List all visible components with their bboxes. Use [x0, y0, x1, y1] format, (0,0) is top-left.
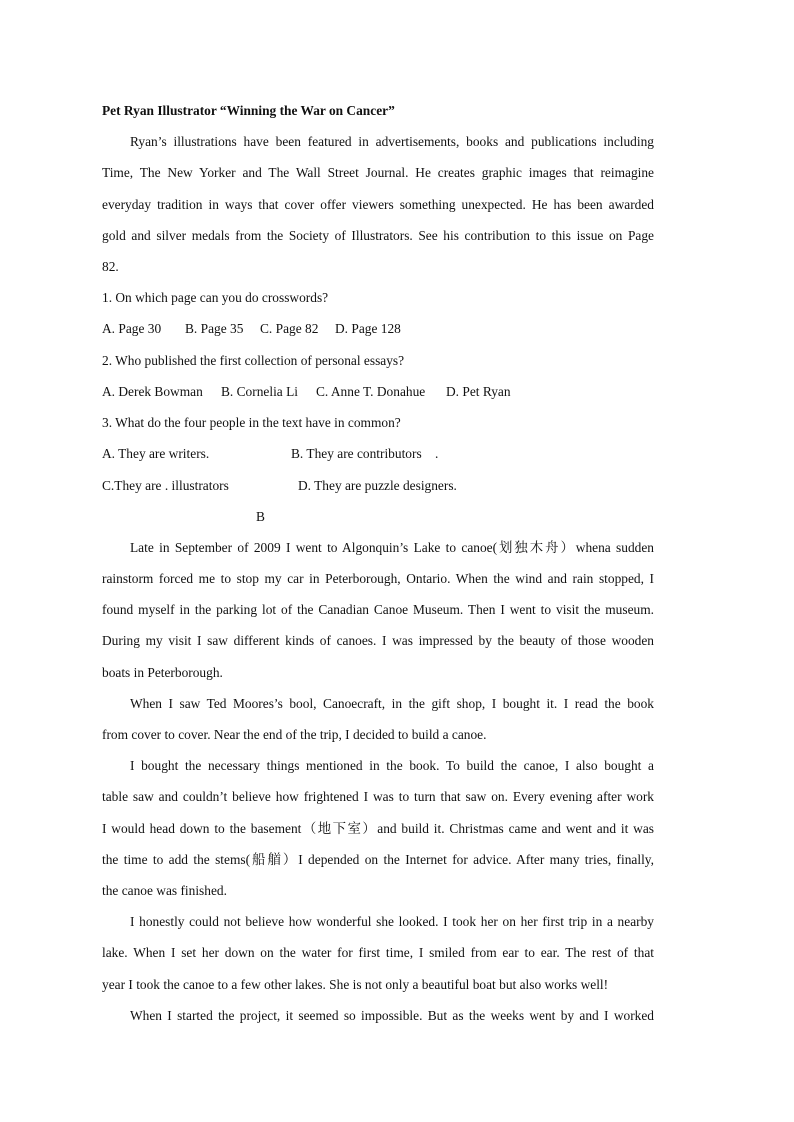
passage-b-line: I would head down to the basement（地下室）and build it. Christmas came and went and it was	[102, 821, 654, 836]
passage-b-line: found myself in the parking lot of the Canadian Canoe Museum. Then I went to visit the museum.	[102, 602, 654, 617]
question-1-stem: 1. On which page can you do crosswords?	[102, 290, 329, 305]
question-3-option-d: D. They are puzzle designers.	[298, 478, 457, 493]
passage-b-line: During my visit I saw different kinds of canoes. I was impressed by the beauty of those wooden	[102, 633, 654, 648]
question-3-option-a: A. They are writers.	[102, 446, 210, 461]
passage-b-line: lake. When I set her down on the water for first time, I smiled from ear to ear. The rest of that	[102, 945, 654, 960]
passage-a-line: Ryan’s illustrations have been featured in advertisements, books and publications including	[130, 134, 654, 149]
passage-b-line: When I started the project, it seemed so impossible. But as the weeks went by and I worked	[130, 1008, 654, 1023]
passage-b-line: from cover to cover. Near the end of the trip, I decided to build a canoe.	[102, 727, 487, 742]
question-3-option-c: C.They are . illustrators	[102, 478, 229, 493]
passage-b-line: the canoe was finished.	[102, 883, 227, 898]
question-2-option-a: A. Derek Bowman	[102, 384, 203, 399]
question-2-option-d: D. Pet Ryan	[446, 384, 511, 399]
question-2-option-b: B. Cornelia Li	[221, 384, 298, 399]
question-3-stem: 3. What do the four people in the text have in common?	[102, 415, 401, 430]
passage-a-line: Time, The New Yorker and The Wall Street Journal. He creates graphic images that reimagine	[102, 165, 654, 180]
question-2-stem: 2. Who published the first collection of personal essays?	[102, 353, 405, 368]
question-3-option-b: B. They are contributors .	[291, 446, 439, 461]
question-1-option-a: A. Page 30	[102, 321, 162, 336]
question-1-option-c: C. Page 82	[260, 321, 319, 336]
passage-b-line: rainstorm forced me to stop my car in Peterborough, Ontario. When the wind and rain stopped, I	[102, 571, 654, 586]
passage-b-line: the time to add the stems(船艏）I depended on the Internet for advice. After many tries, finally,	[102, 852, 654, 867]
passage-b-heading: B	[256, 509, 265, 524]
passage-b-line: boats in Peterborough.	[102, 665, 223, 680]
passage-a-line: 82.	[102, 259, 119, 274]
passage-a-title: Pet Ryan Illustrator “Winning the War on Cancer”	[102, 103, 395, 118]
question-2-option-c: C. Anne T. Donahue	[316, 384, 426, 399]
passage-b-line: Late in September of 2009 I went to Algonquin’s Lake to canoe(划独木舟）whena sudden	[130, 540, 654, 555]
passage-b-line: I honestly could not believe how wonderful she looked. I took her on her first trip in a nearby	[130, 914, 654, 929]
passage-a-line: gold and silver medals from the Society of Illustrators. See his contribution to this issue on Page	[102, 228, 654, 243]
passage-a-line: everyday tradition in ways that cover offer viewers something unexpected. He has been awarded	[102, 197, 654, 212]
passage-b-line: I bought the necessary things mentioned in the book. To build the canoe, I also bought a	[130, 758, 654, 773]
passage-b-line: table saw and couldn’t believe how frightened I was to turn that saw on. Every evening after work	[102, 789, 654, 804]
passage-b-line: year I took the canoe to a few other lakes. She is not only a beautiful boat but also works well!	[102, 977, 609, 992]
question-1-option-d: D. Page 128	[335, 321, 401, 336]
question-1-option-b: B. Page 35	[185, 321, 244, 336]
passage-b-line: When I saw Ted Moores’s bool, Canoecraft, in the gift shop, I bought it. I read the book	[130, 696, 654, 711]
